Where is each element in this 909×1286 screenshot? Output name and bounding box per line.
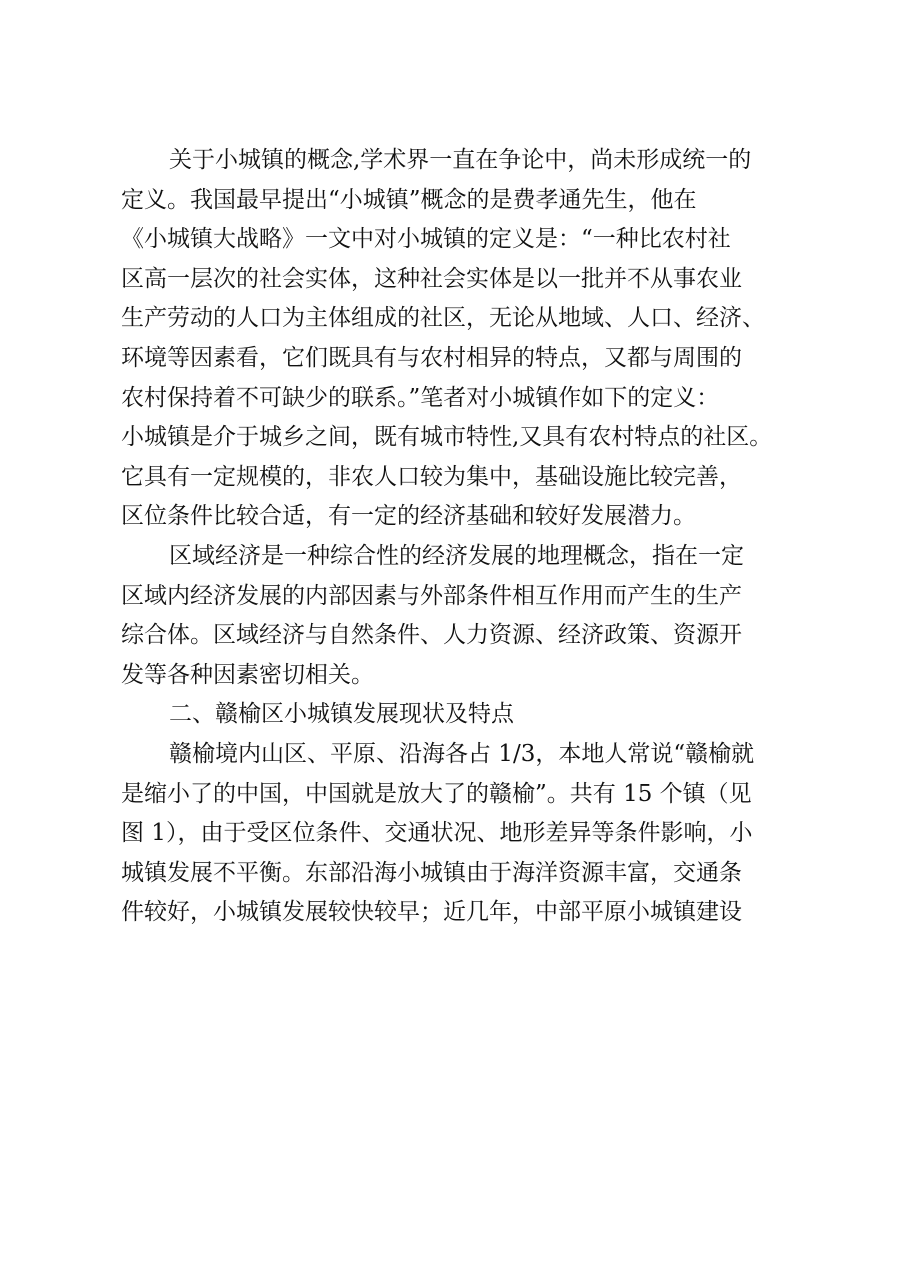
text-line: 区域经济是一种综合性的经济发展的地理概念，指在一定	[169, 542, 744, 569]
text-line: 赣榆境内山区、平原、沿海各占 1/3，本地人常说“赣榆就	[169, 740, 755, 767]
text-line: 定义。我国最早提出“小城镇”概念的是费孝通先生，他在	[121, 186, 697, 213]
paragraph-small-town-definition	[121, 141, 811, 537]
text-line: 城镇发展不平衡。东部沿海小城镇由于海洋资源丰富，交通条	[121, 859, 742, 886]
text-line: 关于小城镇的概念,学术界一直在争论中，尚未形成统一的	[169, 147, 752, 173]
text-line: 发等各种因素密切相关。	[121, 661, 374, 688]
section-heading	[121, 695, 811, 735]
section-heading-text: 二、赣榆区小城镇发展现状及特点	[169, 701, 514, 728]
text-line: 区位条件比较合适，有一定的经济基础和较好发展潜力。	[121, 503, 696, 530]
text-line: 农村保持着不可缺少的联系。”笔者对小城镇作如下的定义：	[121, 384, 720, 411]
text-line: 环境等因素看，它们既具有与农村相异的特点，又都与周围的	[121, 344, 742, 371]
paragraph-ganyu-status	[121, 735, 811, 933]
text-line: 生产劳动的人口为主体组成的社区，无论从地域、人口、经济、	[121, 305, 765, 332]
text-line: 《小城镇大战略》一文中对小城镇的定义是：“一种比农村社	[121, 226, 731, 253]
text-line: 区域内经济发展的内部因素与外部条件相互作用而产生的生产	[121, 582, 742, 609]
text-line: 它具有一定规模的，非农人口较为集中，基础设施比较完善，	[121, 463, 742, 490]
text-line: 件较好，小城镇发展较快较早；近几年，中部平原小城镇建设	[121, 899, 742, 926]
text-line: 区高一层次的社会实体，这种社会实体是以一批并不从事农业	[121, 265, 742, 292]
text-line: 是缩小了的中国，中国就是放大了的赣榆”。共有 15 个镇（见	[121, 780, 752, 807]
paragraph-regional-economy	[121, 537, 811, 695]
document-body	[121, 141, 811, 933]
text-line: 小城镇是介于城乡之间，既有城市特性,又具有农村特点的社区。	[121, 424, 773, 451]
text-line: 综合体。区域经济与自然条件、人力资源、经济政策、资源开	[121, 622, 742, 649]
text-line: 图 1），由于受区位条件、交通状况、地形差异等条件影响，小	[121, 820, 753, 847]
